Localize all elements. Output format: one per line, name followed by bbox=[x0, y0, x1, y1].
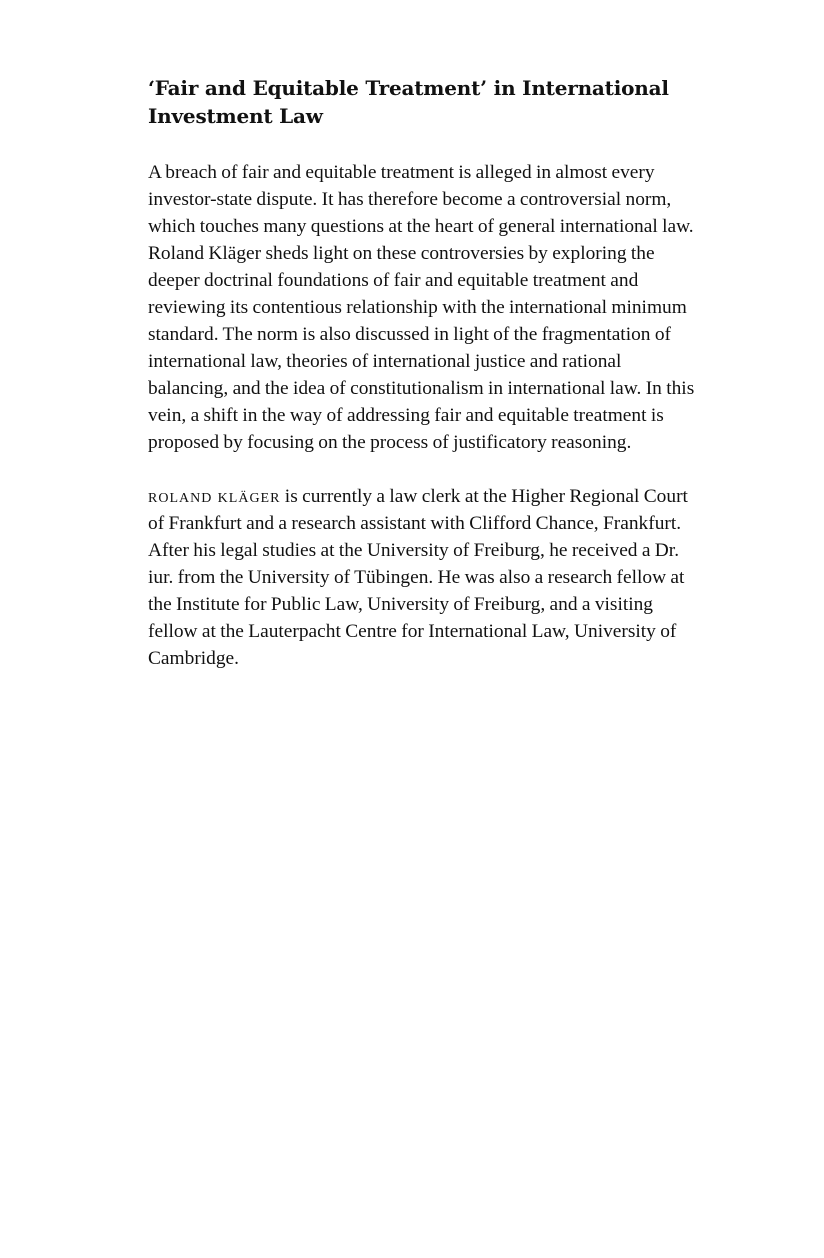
book-blurb-page bbox=[148, 74, 700, 672]
abstract-paragraph: A breach of fair and equitable treatment is alleged in almost every investor-state dispute. It has therefore become a controversial norm, which touches many questions at the heart of general international law. Roland Kläger sheds light on these controversies by exploring the deeper doctrinal foundations of fair and equitable treatment and reviewing its contentious relationship with the international minimum standard. The norm is also discussed in light of the fragmentation of international law, theories of international justice and rational balancing, and the idea of constitutionalism in international law. In this vein, a shift in the way of addressing fair and equitable treatment is proposed by focusing on the process of justificatory reasoning. bbox=[148, 162, 695, 453]
author-bio-text: is currently a law clerk at the Higher Regional Court of Frankfurt and a research assistant with Clifford Chance, Frankfurt. After his legal studies at the University of Freiburg, he received a Dr. iur. from the University of Tübingen. He was also a research fellow at the Institute for Public Law, University of Freiburg, and a visiting fellow at the Lauterpacht Centre for International Law, University of Cambridge. bbox=[148, 486, 688, 669]
author-bio-paragraph bbox=[148, 483, 700, 672]
author-name: roland kläger bbox=[148, 486, 281, 507]
book-title: ‘Fair and Equitable Treatment’ in International Investment Law bbox=[148, 76, 669, 128]
